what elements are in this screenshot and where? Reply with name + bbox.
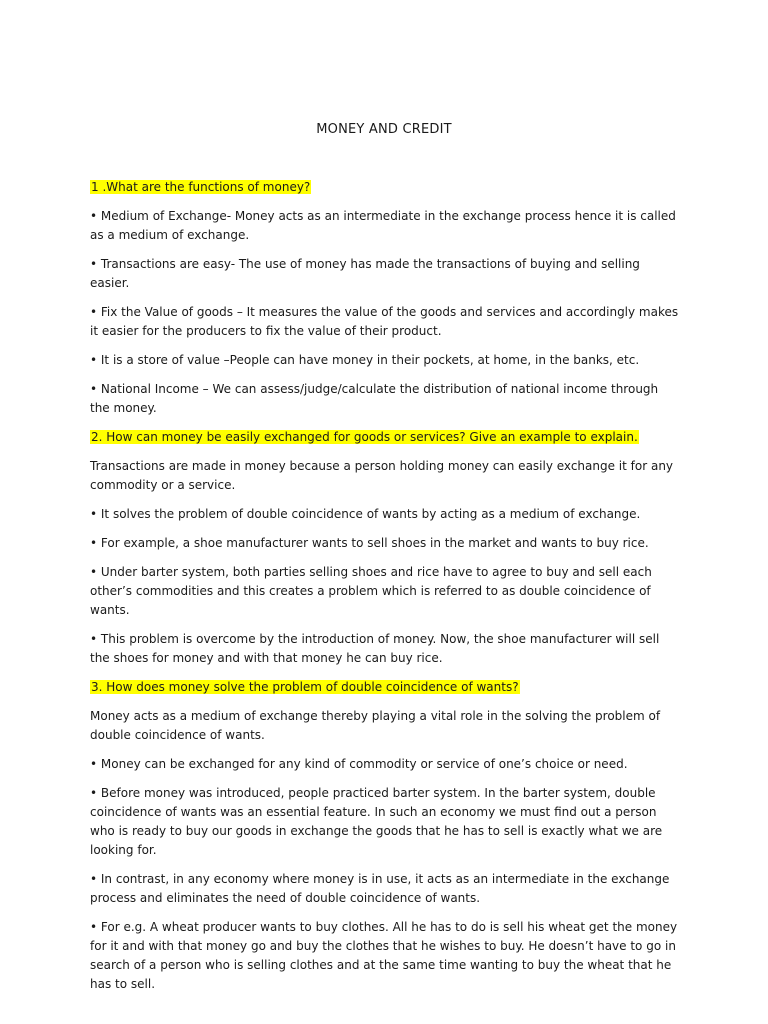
section-1-paragraph: • Transactions are easy- The use of money has made the transactions of buying and selling easier. xyxy=(90,257,640,290)
section-3-paragraph: • For e.g. A wheat producer wants to buy clothes. All he has to do is sell his wheat get the money for it and with that money go and buy the clothes that he wishes to buy. He doesn’t have to go in search of a person who is selling clothes and at the same time wanting to buy the wheat that he has to sell. xyxy=(90,920,678,991)
question-1 xyxy=(90,178,680,197)
question-3 xyxy=(90,678,680,697)
section-2-paragraph: Transactions are made in money because a person holding money can easily exchange it for any commodity or a service. xyxy=(90,459,674,492)
document-title: MONEY AND CREDIT xyxy=(316,122,452,137)
question-1-highlight: 1 .What are the functions of money? xyxy=(91,180,311,194)
question-2 xyxy=(90,428,680,447)
document-body xyxy=(90,178,680,1004)
section-2-paragraph: • For example, a shoe manufacturer wants to sell shoes in the market and wants to buy rice. xyxy=(90,536,649,550)
question-3-highlight: 3. How does money solve the problem of double coincidence of wants? xyxy=(91,680,519,694)
section-3-paragraph: • Before money was introduced, people practiced barter system. In the barter system, double coincidence of wants was an essential feature. In such an economy we must find out a person who is ready to buy our goods in exchange the goods that he has to sell is exactly what we are looking for. xyxy=(90,786,663,857)
section-1-paragraph: • It is a store of value –People can have money in their pockets, at home, in the banks, etc. xyxy=(90,353,640,367)
section-3-paragraph: • In contrast, in any economy where money is in use, it acts as an intermediate in the exchange process and eliminates the need of double coincidence of wants. xyxy=(90,872,670,905)
question-2-highlight: 2. How can money be easily exchanged for goods or services? Give an example to explain. xyxy=(91,430,638,444)
section-1-paragraph: • Medium of Exchange- Money acts as an intermediate in the exchange process hence it is called as a medium of exchange. xyxy=(90,209,676,242)
section-2-paragraph: • It solves the problem of double coincidence of wants by acting as a medium of exchange. xyxy=(90,507,641,521)
section-3-paragraph: Money acts as a medium of exchange thereby playing a vital role in the solving the problem of double coincidence of wants. xyxy=(90,709,661,742)
section-2-paragraph: • This problem is overcome by the introduction of money. Now, the shoe manufacturer will sell the shoes for money and with that money he can buy rice. xyxy=(90,632,660,665)
section-2-paragraph: • Under barter system, both parties selling shoes and rice have to agree to buy and sell each other’s commodities and this creates a problem which is referred to as double coincidence of wants. xyxy=(90,565,652,617)
section-1-paragraph: • Fix the Value of goods – It measures the value of the goods and services and accordingly makes it easier for the producers to fix the value of their product. xyxy=(90,305,679,338)
section-3-paragraph: • Money can be exchanged for any kind of commodity or service of one’s choice or need. xyxy=(90,757,628,771)
section-1-paragraph: • National Income – We can assess/judge/calculate the distribution of national income through the money. xyxy=(90,382,659,415)
